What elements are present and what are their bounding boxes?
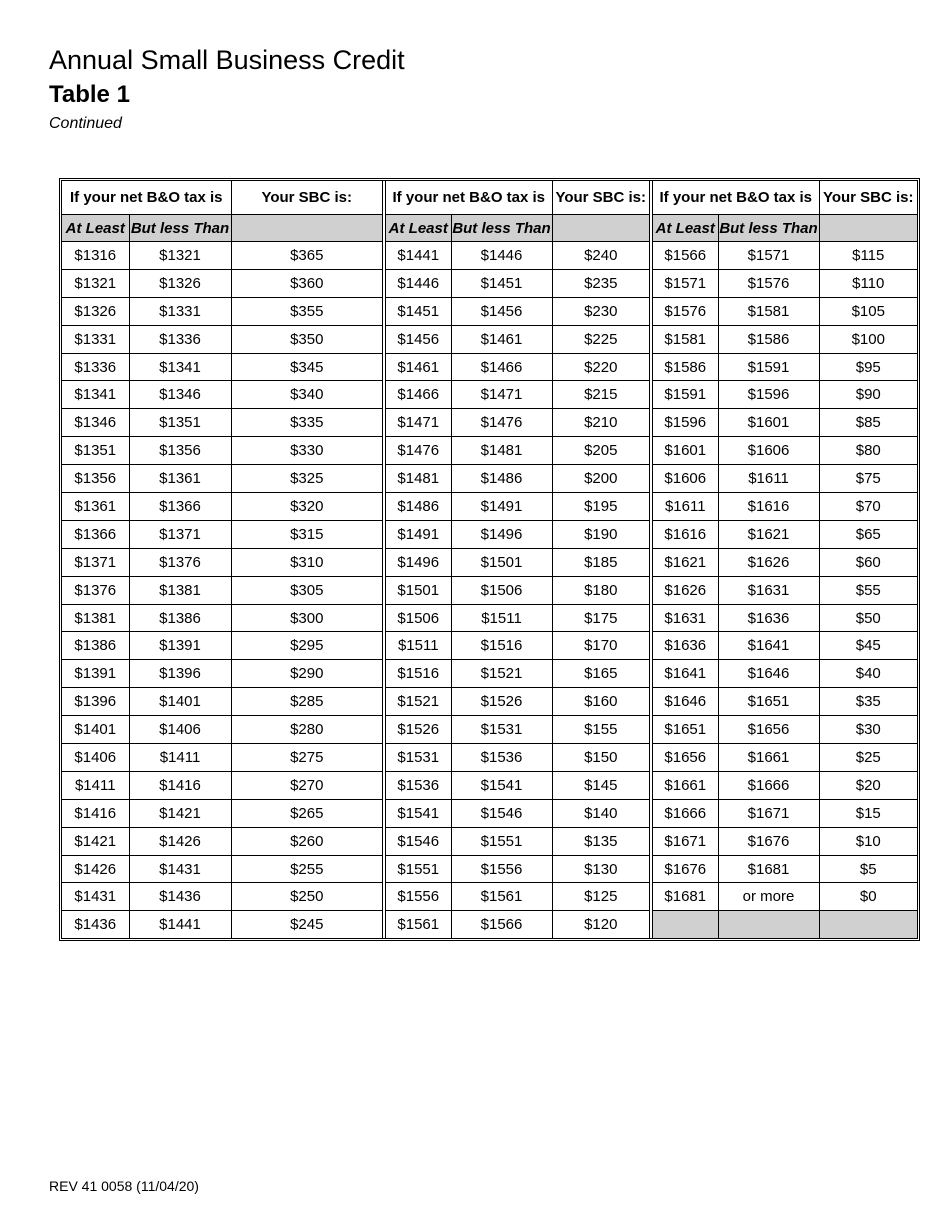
cell-at-least: $1316 xyxy=(62,242,129,270)
but-less-header-1: But less Than xyxy=(129,215,231,242)
cell-at-least: $1376 xyxy=(62,576,129,604)
table-row xyxy=(62,744,917,772)
cell-sbc-amount: $280 xyxy=(231,716,384,744)
cell-sbc-amount: $80 xyxy=(819,437,917,465)
group-header-2: If your net B&O tax is xyxy=(384,181,552,215)
cell-but-less-than: $1636 xyxy=(718,604,819,632)
cell-but-less-than: $1606 xyxy=(718,437,819,465)
cell-sbc-amount: $245 xyxy=(231,911,384,938)
table-row xyxy=(62,381,917,409)
cell-at-least: $1341 xyxy=(62,381,129,409)
cell-but-less-than: $1491 xyxy=(451,493,552,521)
cell-sbc-amount: $15 xyxy=(819,799,917,827)
sbc-header-2: Your SBC is: xyxy=(552,181,651,215)
cell-at-least: $1436 xyxy=(62,911,129,938)
cell-sbc-amount: $165 xyxy=(552,660,651,688)
cell-sbc-amount: $350 xyxy=(231,325,384,353)
cell-sbc-amount: $250 xyxy=(231,883,384,911)
cell-but-less-than: $1506 xyxy=(451,576,552,604)
cell-at-least: $1626 xyxy=(651,576,718,604)
cell-sbc-amount: $130 xyxy=(552,855,651,883)
cell-at-least: $1516 xyxy=(384,660,451,688)
table-row xyxy=(62,855,917,883)
cell-at-least: $1326 xyxy=(62,297,129,325)
cell-but-less-than: $1381 xyxy=(129,576,231,604)
cell-sbc-amount: $155 xyxy=(552,716,651,744)
cell-sbc-amount: $325 xyxy=(231,465,384,493)
cell-but-less-than: $1576 xyxy=(718,269,819,297)
cell-but-less-than: $1556 xyxy=(451,855,552,883)
cell-sbc-amount: $0 xyxy=(819,883,917,911)
cell-but-less-than: $1621 xyxy=(718,520,819,548)
cell-sbc-amount: $105 xyxy=(819,297,917,325)
cell-at-least: $1541 xyxy=(384,799,451,827)
cell-at-least: $1606 xyxy=(651,465,718,493)
cell-but-less-than: $1661 xyxy=(718,744,819,772)
cell-at-least: $1426 xyxy=(62,855,129,883)
cell-but-less-than: $1346 xyxy=(129,381,231,409)
cell-but-less-than: $1391 xyxy=(129,632,231,660)
cell-sbc-amount: $40 xyxy=(819,660,917,688)
cell-at-least: $1671 xyxy=(651,827,718,855)
cell-sbc-amount: $90 xyxy=(819,381,917,409)
cell-but-less-than xyxy=(718,911,819,938)
cell-sbc-amount: $50 xyxy=(819,604,917,632)
cell-but-less-than: $1371 xyxy=(129,520,231,548)
cell-but-less-than: $1451 xyxy=(451,269,552,297)
document-title: Annual Small Business Credit xyxy=(49,45,405,75)
cell-at-least: $1616 xyxy=(651,520,718,548)
cell-sbc-amount: $115 xyxy=(819,242,917,270)
cell-but-less-than: $1496 xyxy=(451,520,552,548)
table-row xyxy=(62,632,917,660)
cell-at-least: $1631 xyxy=(651,604,718,632)
cell-sbc-amount: $190 xyxy=(552,520,651,548)
cell-but-less-than: $1436 xyxy=(129,883,231,911)
table-row xyxy=(62,827,917,855)
cell-but-less-than: $1631 xyxy=(718,576,819,604)
cell-but-less-than: $1386 xyxy=(129,604,231,632)
cell-but-less-than: $1526 xyxy=(451,688,552,716)
cell-at-least: $1566 xyxy=(651,242,718,270)
table-row xyxy=(62,911,917,938)
cell-but-less-than: $1421 xyxy=(129,799,231,827)
table-row xyxy=(62,465,917,493)
cell-sbc-amount: $355 xyxy=(231,297,384,325)
cell-but-less-than: $1331 xyxy=(129,297,231,325)
sbc-subheader-1 xyxy=(231,215,384,242)
cell-but-less-than: $1326 xyxy=(129,269,231,297)
table-body xyxy=(62,242,917,939)
cell-sbc-amount: $335 xyxy=(231,409,384,437)
cell-but-less-than: $1641 xyxy=(718,632,819,660)
cell-sbc-amount: $75 xyxy=(819,465,917,493)
cell-at-least: $1356 xyxy=(62,465,129,493)
cell-sbc-amount: $210 xyxy=(552,409,651,437)
cell-at-least: $1481 xyxy=(384,465,451,493)
table-row xyxy=(62,604,917,632)
cell-sbc-amount: $330 xyxy=(231,437,384,465)
cell-sbc-amount: $315 xyxy=(231,520,384,548)
cell-but-less-than: $1361 xyxy=(129,465,231,493)
cell-but-less-than: $1481 xyxy=(451,437,552,465)
cell-at-least: $1506 xyxy=(384,604,451,632)
cell-at-least: $1556 xyxy=(384,883,451,911)
table-row xyxy=(62,409,917,437)
cell-at-least: $1366 xyxy=(62,520,129,548)
cell-at-least: $1486 xyxy=(384,493,451,521)
cell-but-less-than: $1416 xyxy=(129,771,231,799)
cell-but-less-than: $1671 xyxy=(718,799,819,827)
table-row xyxy=(62,325,917,353)
cell-but-less-than: $1676 xyxy=(718,827,819,855)
continued-label: Continued xyxy=(49,115,122,132)
cell-at-least: $1511 xyxy=(384,632,451,660)
but-less-header-3: But less Than xyxy=(718,215,819,242)
cell-at-least: $1551 xyxy=(384,855,451,883)
table-row xyxy=(62,799,917,827)
cell-but-less-than: $1531 xyxy=(451,716,552,744)
table-row xyxy=(62,688,917,716)
cell-but-less-than: $1666 xyxy=(718,771,819,799)
cell-at-least: $1461 xyxy=(384,353,451,381)
cell-but-less-than: $1396 xyxy=(129,660,231,688)
cell-sbc-amount: $310 xyxy=(231,548,384,576)
cell-sbc-amount: $195 xyxy=(552,493,651,521)
cell-but-less-than: $1356 xyxy=(129,437,231,465)
cell-but-less-than: $1476 xyxy=(451,409,552,437)
table-row xyxy=(62,771,917,799)
cell-but-less-than: $1426 xyxy=(129,827,231,855)
cell-but-less-than: $1541 xyxy=(451,771,552,799)
cell-at-least: $1651 xyxy=(651,716,718,744)
cell-at-least: $1496 xyxy=(384,548,451,576)
cell-but-less-than: $1441 xyxy=(129,911,231,938)
cell-but-less-than: $1596 xyxy=(718,381,819,409)
cell-but-less-than: $1651 xyxy=(718,688,819,716)
at-least-header-3: At Least xyxy=(651,215,718,242)
cell-at-least: $1636 xyxy=(651,632,718,660)
cell-at-least: $1666 xyxy=(651,799,718,827)
cell-but-less-than: $1521 xyxy=(451,660,552,688)
cell-sbc-amount: $215 xyxy=(552,381,651,409)
cell-but-less-than: $1401 xyxy=(129,688,231,716)
cell-at-least: $1321 xyxy=(62,269,129,297)
cell-at-least: $1501 xyxy=(384,576,451,604)
cell-at-least: $1466 xyxy=(384,381,451,409)
cell-sbc-amount: $150 xyxy=(552,744,651,772)
table-subheader-row xyxy=(62,215,917,242)
sbc-subheader-3 xyxy=(819,215,917,242)
cell-sbc-amount: $145 xyxy=(552,771,651,799)
cell-sbc-amount: $235 xyxy=(552,269,651,297)
table-row xyxy=(62,576,917,604)
cell-at-least: $1526 xyxy=(384,716,451,744)
cell-sbc-amount: $180 xyxy=(552,576,651,604)
cell-at-least: $1596 xyxy=(651,409,718,437)
cell-at-least: $1331 xyxy=(62,325,129,353)
cell-at-least: $1471 xyxy=(384,409,451,437)
cell-sbc-amount: $60 xyxy=(819,548,917,576)
cell-sbc-amount: $305 xyxy=(231,576,384,604)
cell-at-least: $1351 xyxy=(62,437,129,465)
table-row xyxy=(62,716,917,744)
cell-at-least: $1391 xyxy=(62,660,129,688)
cell-at-least: $1421 xyxy=(62,827,129,855)
cell-but-less-than: $1511 xyxy=(451,604,552,632)
cell-at-least: $1476 xyxy=(384,437,451,465)
cell-but-less-than: $1471 xyxy=(451,381,552,409)
table-title: Table 1 xyxy=(49,81,130,108)
cell-but-less-than: $1581 xyxy=(718,297,819,325)
table-row xyxy=(62,548,917,576)
but-less-header-2: But less Than xyxy=(451,215,552,242)
cell-but-less-than: $1616 xyxy=(718,493,819,521)
cell-sbc-amount: $70 xyxy=(819,493,917,521)
table-row xyxy=(62,493,917,521)
cell-at-least: $1656 xyxy=(651,744,718,772)
cell-but-less-than: $1461 xyxy=(451,325,552,353)
cell-sbc-amount: $95 xyxy=(819,353,917,381)
cell-but-less-than: $1681 xyxy=(718,855,819,883)
sbc-subheader-2 xyxy=(552,215,651,242)
at-least-header-2: At Least xyxy=(384,215,451,242)
cell-sbc-amount: $160 xyxy=(552,688,651,716)
cell-sbc-amount: $85 xyxy=(819,409,917,437)
table-row xyxy=(62,520,917,548)
cell-sbc-amount: $45 xyxy=(819,632,917,660)
cell-sbc-amount: $30 xyxy=(819,716,917,744)
cell-at-least: $1406 xyxy=(62,744,129,772)
cell-but-less-than: $1656 xyxy=(718,716,819,744)
cell-sbc-amount: $220 xyxy=(552,353,651,381)
cell-but-less-than: $1351 xyxy=(129,409,231,437)
table-row xyxy=(62,269,917,297)
cell-sbc-amount: $255 xyxy=(231,855,384,883)
cell-at-least: $1491 xyxy=(384,520,451,548)
cell-at-least: $1521 xyxy=(384,688,451,716)
group-header-3: If your net B&O tax is xyxy=(651,181,819,215)
cell-but-less-than: $1431 xyxy=(129,855,231,883)
cell-but-less-than: $1626 xyxy=(718,548,819,576)
cell-sbc-amount: $275 xyxy=(231,744,384,772)
cell-but-less-than: $1591 xyxy=(718,353,819,381)
cell-sbc-amount: $5 xyxy=(819,855,917,883)
form-revision-id: REV 41 0058 (11/04/20) xyxy=(49,1178,199,1194)
cell-sbc-amount: $265 xyxy=(231,799,384,827)
table-row xyxy=(62,660,917,688)
cell-sbc-amount: $125 xyxy=(552,883,651,911)
sbc-table-container xyxy=(59,178,920,941)
cell-at-least: $1411 xyxy=(62,771,129,799)
cell-sbc-amount: $135 xyxy=(552,827,651,855)
cell-sbc-amount: $300 xyxy=(231,604,384,632)
cell-but-less-than: $1536 xyxy=(451,744,552,772)
sbc-table xyxy=(62,181,917,938)
cell-sbc-amount: $120 xyxy=(552,911,651,938)
cell-sbc-amount: $270 xyxy=(231,771,384,799)
group-header-1: If your net B&O tax is xyxy=(62,181,231,215)
cell-sbc-amount: $205 xyxy=(552,437,651,465)
cell-sbc-amount: $240 xyxy=(552,242,651,270)
cell-sbc-amount: $295 xyxy=(231,632,384,660)
cell-at-least: $1681 xyxy=(651,883,718,911)
cell-at-least: $1416 xyxy=(62,799,129,827)
cell-sbc-amount: $360 xyxy=(231,269,384,297)
cell-at-least: $1361 xyxy=(62,493,129,521)
sbc-header-3: Your SBC is: xyxy=(819,181,917,215)
cell-at-least: $1401 xyxy=(62,716,129,744)
cell-sbc-amount: $230 xyxy=(552,297,651,325)
table-row xyxy=(62,437,917,465)
cell-at-least: $1661 xyxy=(651,771,718,799)
cell-sbc-amount: $25 xyxy=(819,744,917,772)
cell-but-less-than: $1551 xyxy=(451,827,552,855)
cell-sbc-amount: $185 xyxy=(552,548,651,576)
table-row xyxy=(62,297,917,325)
cell-at-least: $1456 xyxy=(384,325,451,353)
cell-but-less-than: $1376 xyxy=(129,548,231,576)
cell-at-least: $1561 xyxy=(384,911,451,938)
cell-but-less-than: $1586 xyxy=(718,325,819,353)
cell-but-less-than: $1466 xyxy=(451,353,552,381)
cell-but-less-than: or more xyxy=(718,883,819,911)
cell-at-least xyxy=(651,911,718,938)
cell-sbc-amount: $320 xyxy=(231,493,384,521)
cell-at-least: $1441 xyxy=(384,242,451,270)
cell-sbc-amount: $285 xyxy=(231,688,384,716)
cell-but-less-than: $1446 xyxy=(451,242,552,270)
cell-at-least: $1381 xyxy=(62,604,129,632)
cell-sbc-amount: $10 xyxy=(819,827,917,855)
cell-at-least: $1676 xyxy=(651,855,718,883)
cell-at-least: $1646 xyxy=(651,688,718,716)
cell-at-least: $1451 xyxy=(384,297,451,325)
cell-at-least: $1371 xyxy=(62,548,129,576)
cell-sbc-amount: $340 xyxy=(231,381,384,409)
cell-at-least: $1611 xyxy=(651,493,718,521)
cell-sbc-amount xyxy=(819,911,917,938)
cell-sbc-amount: $290 xyxy=(231,660,384,688)
cell-but-less-than: $1411 xyxy=(129,744,231,772)
cell-but-less-than: $1571 xyxy=(718,242,819,270)
cell-but-less-than: $1341 xyxy=(129,353,231,381)
cell-sbc-amount: $100 xyxy=(819,325,917,353)
cell-but-less-than: $1486 xyxy=(451,465,552,493)
cell-but-less-than: $1501 xyxy=(451,548,552,576)
cell-at-least: $1571 xyxy=(651,269,718,297)
cell-sbc-amount: $35 xyxy=(819,688,917,716)
cell-but-less-than: $1321 xyxy=(129,242,231,270)
cell-sbc-amount: $260 xyxy=(231,827,384,855)
cell-at-least: $1601 xyxy=(651,437,718,465)
table-row xyxy=(62,883,917,911)
cell-at-least: $1581 xyxy=(651,325,718,353)
cell-sbc-amount: $365 xyxy=(231,242,384,270)
cell-but-less-than: $1611 xyxy=(718,465,819,493)
cell-sbc-amount: $170 xyxy=(552,632,651,660)
table-header-row xyxy=(62,181,917,215)
cell-but-less-than: $1566 xyxy=(451,911,552,938)
cell-sbc-amount: $225 xyxy=(552,325,651,353)
table-row xyxy=(62,242,917,270)
cell-at-least: $1536 xyxy=(384,771,451,799)
cell-at-least: $1396 xyxy=(62,688,129,716)
cell-sbc-amount: $65 xyxy=(819,520,917,548)
cell-at-least: $1591 xyxy=(651,381,718,409)
at-least-header-1: At Least xyxy=(62,215,129,242)
cell-but-less-than: $1366 xyxy=(129,493,231,521)
cell-sbc-amount: $55 xyxy=(819,576,917,604)
cell-at-least: $1576 xyxy=(651,297,718,325)
cell-at-least: $1546 xyxy=(384,827,451,855)
cell-but-less-than: $1646 xyxy=(718,660,819,688)
cell-at-least: $1446 xyxy=(384,269,451,297)
cell-at-least: $1586 xyxy=(651,353,718,381)
cell-but-less-than: $1546 xyxy=(451,799,552,827)
table-row xyxy=(62,353,917,381)
cell-but-less-than: $1561 xyxy=(451,883,552,911)
cell-at-least: $1531 xyxy=(384,744,451,772)
cell-sbc-amount: $175 xyxy=(552,604,651,632)
cell-but-less-than: $1456 xyxy=(451,297,552,325)
cell-but-less-than: $1516 xyxy=(451,632,552,660)
cell-sbc-amount: $200 xyxy=(552,465,651,493)
cell-but-less-than: $1406 xyxy=(129,716,231,744)
cell-at-least: $1346 xyxy=(62,409,129,437)
cell-sbc-amount: $345 xyxy=(231,353,384,381)
cell-at-least: $1386 xyxy=(62,632,129,660)
sbc-header-1: Your SBC is: xyxy=(231,181,384,215)
cell-but-less-than: $1336 xyxy=(129,325,231,353)
cell-but-less-than: $1601 xyxy=(718,409,819,437)
cell-sbc-amount: $20 xyxy=(819,771,917,799)
cell-sbc-amount: $110 xyxy=(819,269,917,297)
cell-sbc-amount: $140 xyxy=(552,799,651,827)
cell-at-least: $1336 xyxy=(62,353,129,381)
cell-at-least: $1431 xyxy=(62,883,129,911)
cell-at-least: $1641 xyxy=(651,660,718,688)
cell-at-least: $1621 xyxy=(651,548,718,576)
